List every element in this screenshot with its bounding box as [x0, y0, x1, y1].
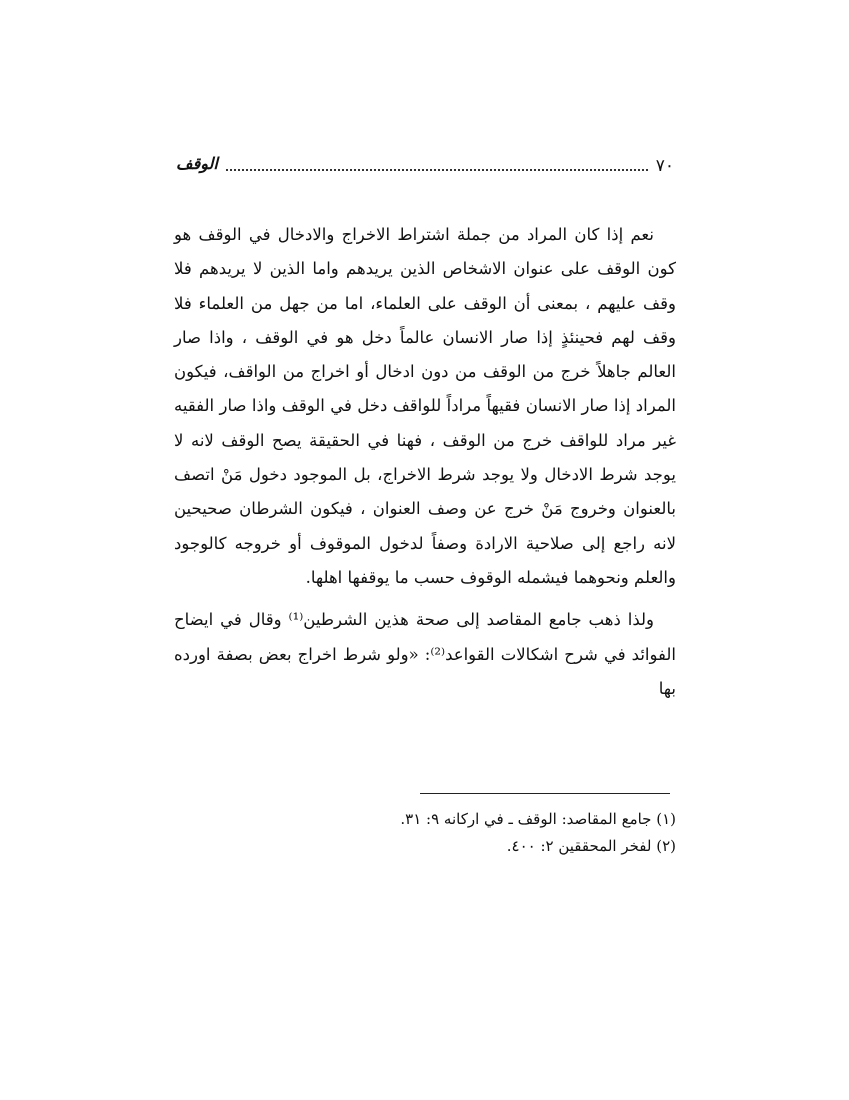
running-title: الوقف: [176, 154, 218, 173]
paragraph: [174, 218, 676, 595]
footnote: (١) جامع المقاصد: الوقف ـ في اركانه ٩: ٣١.: [400, 810, 676, 828]
footnote: (٢) لفخر المحققين ٢: ٤٠٠.: [506, 837, 676, 855]
footnotes: [174, 806, 676, 860]
footnote-separator: [420, 793, 670, 794]
header-dotted-leader: [226, 169, 648, 171]
page-header: [176, 152, 674, 182]
page-number: ٧٠: [655, 156, 674, 176]
paragraph-text: ولذا ذهب جامع المقاصد إلى صحة هذين الشرطين⁽¹⁾ وقال في ايضاح الفوائد في شرح اشكالات القواعد⁽²⁾: «ولو شرط اخراج بعض بصفة اورده بها: [174, 610, 676, 698]
paragraph-text: نعم إذا كان المراد من جملة اشتراط الاخراج والادخال في الوقف هو كون الوقف على عنوان الاشخاص الذين يريدهم واما الذين لا يريدهم فلا وقف عليهم ، بمعنى أن الوقف على العلماء، اما من جهل من العلماء فلا وقف لهم فحينئذٍ إذا صار الانسان عالماً دخل هو في الوقف ، واذا صار العالم جاهلاً خرج من الوقف من دون ادخال أو اخراج من الواقف، فيكون المراد إذا صار الانسان فقيهاً مراداً للواقف دخل في الوقف واذا صار الفقيه غير مراد للواقف خرج من الوقف ، فهنا في الحقيقة يصح الوقف لانه لا يوجد شرط الادخال ولا يوجد شرط الاخراج، بل الموجود دخول مَنْ اتصف بالعنوان وخروج مَنْ خرج عن وصف العنوان ، فيكون الشرطان صحيحين لانه راجع إلى صلاحية الارادة وصفاً لدخول الموقوف أو خروجه كالوجود والعلم ونحوهما فيشمله الوقوف حسب ما يوقفها اهلها.: [174, 225, 676, 587]
body-text: [174, 218, 676, 706]
paragraph: [174, 603, 676, 706]
